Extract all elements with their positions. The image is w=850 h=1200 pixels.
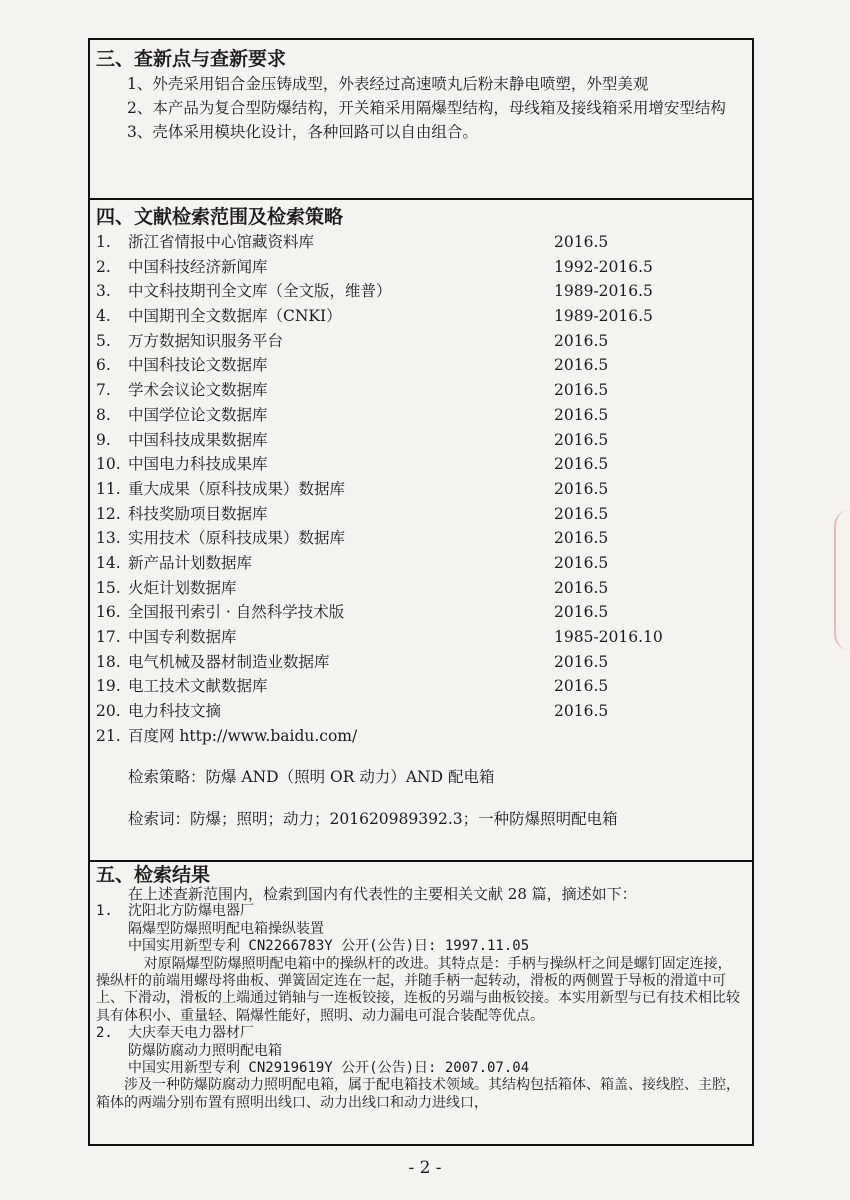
- database-row: [90, 625, 752, 650]
- database-num: 3.: [96, 282, 111, 301]
- database-name: 中国科技成果数据库: [128, 430, 268, 449]
- database-num: 2.: [96, 257, 111, 276]
- database-row: [90, 674, 752, 699]
- database-name: 中国期刊全文数据库（CNKI）: [128, 307, 342, 326]
- database-name: 电力科技文摘: [128, 702, 222, 721]
- database-num: 9.: [96, 430, 111, 449]
- database-range: 2016.5: [554, 677, 609, 696]
- database-range: 1989-2016.5: [554, 307, 653, 326]
- database-range: 2016.5: [554, 578, 609, 597]
- database-range: 2016.5: [554, 529, 609, 548]
- database-num: 5.: [96, 331, 111, 350]
- database-range: 2016.5: [554, 652, 609, 671]
- result-patent: 中国实用新型专利 CN2266783Y 公开(公告)日: 1997.11.05: [128, 938, 530, 955]
- database-range: 1989-2016.5: [554, 282, 653, 301]
- section-heading: 四、文献检索范围及检索策略: [96, 206, 344, 228]
- database-row: [90, 403, 752, 428]
- database-num: 15.: [96, 578, 121, 597]
- database-name: 电工技术文献数据库: [128, 677, 268, 696]
- page-number: - 2 -: [408, 1158, 442, 1178]
- database-range: 2016.5: [554, 553, 609, 572]
- database-row: [90, 526, 752, 551]
- database-row: [90, 329, 752, 354]
- database-name: 重大成果（原科技成果）数据库: [128, 479, 346, 498]
- database-row: [90, 255, 752, 280]
- database-num: 20.: [96, 702, 121, 721]
- database-row: [90, 650, 752, 675]
- novelty-point: 3、壳体采用模块化设计，各种回路可以自由组合。: [127, 123, 478, 141]
- database-range: 1992-2016.5: [554, 257, 653, 276]
- database-name: 中国学位论文数据库: [128, 405, 268, 424]
- result-abstract: 涉及一种防爆防腐动力照明配电箱，属于配电箱技术领域。其结构包括箱体、箱盖、接线腔、主腔，箱体的两端分别布置有照明出线口、动力出线口和动力进线口，: [96, 1077, 740, 1111]
- database-name: 中国科技经济新闻库: [128, 257, 268, 276]
- database-num: 17.: [96, 628, 121, 646]
- result-number: 1.: [96, 903, 113, 920]
- database-row: [90, 502, 752, 527]
- database-range: 2016.5: [554, 381, 609, 400]
- database-range: 2016.5: [554, 603, 609, 622]
- result-abstract: 对原隔爆型防爆照明配电箱中的操纵杆的改进。其特点是：手柄与操纵杆之间是螺钉固定连接，操纵杆的前端用螺母将曲板、弹簧固定连在一起，并随手柄一起转动，滑板的两侧置于导板的滑道中可上、下滑动，滑板的上端通过销轴与一连板铰接，连板的另端与曲板铰接。本实用新型与已有技术相比较具有体积小、重量轻、隔爆性能好，照明、动力漏电可混合装配等优点。: [96, 955, 740, 1024]
- red-seal-edge: [834, 510, 850, 650]
- result-title: 隔爆型防爆照明配电箱操纵装置: [128, 920, 324, 937]
- section-search-results: [90, 862, 752, 1144]
- search-strategy: 检索策略：防爆 AND（照明 OR 动力）AND 配电箱: [128, 768, 495, 787]
- database-row: [90, 551, 752, 576]
- database-num: 11.: [96, 479, 121, 498]
- database-row: [90, 428, 752, 453]
- database-num: 12.: [96, 504, 121, 523]
- section-heading: 五、检索结果: [96, 864, 211, 886]
- database-range: 2016.5: [554, 504, 609, 523]
- result-title: 防爆防腐动力照明配电箱: [128, 1042, 282, 1059]
- database-name: 新产品计划数据库: [128, 553, 253, 572]
- database-row: [90, 600, 752, 625]
- database-row: [90, 477, 752, 502]
- result-entry: [90, 1025, 752, 1112]
- database-name: 科技奖励项目数据库: [128, 504, 268, 523]
- database-num: 1.: [96, 233, 111, 251]
- database-num: 7.: [96, 381, 111, 400]
- database-range: 2016.5: [554, 702, 609, 721]
- database-range: 2016.5: [554, 405, 609, 424]
- database-num: 19.: [96, 677, 121, 696]
- database-num: 8.: [96, 405, 111, 424]
- section-heading: 三、查新点与查新要求: [96, 48, 287, 70]
- novelty-point: 1、外壳采用铝合金压铸成型，外表经过高速喷丸后粉末静电喷塑，外型美观: [127, 75, 649, 93]
- database-row: [90, 353, 752, 378]
- database-name: 中国专利数据库: [128, 628, 237, 646]
- database-name: 中文科技期刊全文库（全文版，维普）: [128, 282, 392, 301]
- result-number: 2.: [96, 1025, 113, 1042]
- database-range: 2016.5: [554, 331, 609, 350]
- database-num: 10.: [96, 455, 121, 474]
- database-num: 6.: [96, 356, 111, 375]
- database-row: [90, 576, 752, 601]
- database-row: [90, 230, 752, 255]
- database-num: 18.: [96, 652, 121, 671]
- database-num: 13.: [96, 529, 121, 548]
- database-row: [90, 279, 752, 304]
- document-frame: [88, 38, 754, 1146]
- database-row: [90, 724, 752, 749]
- database-num: 4.: [96, 307, 111, 326]
- database-range: 2016.5: [554, 430, 609, 449]
- database-name: 百度网 http://www.baidu.com/: [128, 726, 358, 745]
- database-name: 学术会议论文数据库: [128, 381, 268, 400]
- result-org: 2. 大庆奉天电力器材厂: [96, 1025, 254, 1042]
- database-num: 16.: [96, 603, 121, 622]
- database-num: 14.: [96, 553, 121, 572]
- database-num: 21.: [96, 726, 121, 745]
- database-row: [90, 304, 752, 329]
- database-name: 火炬计划数据库: [128, 578, 237, 597]
- database-name: 中国科技论文数据库: [128, 356, 268, 375]
- section-search-scope: [90, 200, 752, 862]
- database-name: 浙江省情报中心馆藏资料库: [128, 233, 315, 251]
- section-novelty-points: [90, 40, 752, 200]
- database-name: 万方数据知识服务平台: [128, 331, 284, 350]
- results-intro: 在上述查新范围内，检索到国内有代表性的主要相关文献 28 篇，摘述如下：: [128, 885, 637, 903]
- database-range: 2016.5: [554, 455, 609, 474]
- database-name: 中国电力科技成果库: [128, 455, 268, 474]
- database-range: 2016.5: [554, 233, 609, 251]
- result-entry: [90, 903, 752, 1025]
- novelty-point: 2、本产品为复合型防爆结构，开关箱采用隔爆型结构，母线箱及接线箱采用增安型结构: [127, 99, 726, 117]
- database-list: [90, 230, 752, 748]
- database-range: 2016.5: [554, 479, 609, 498]
- database-row: [90, 699, 752, 724]
- database-row: [90, 378, 752, 403]
- database-range: 2016.5: [554, 356, 609, 375]
- database-name: 全国报刊索引 · 自然科学技术版: [128, 603, 345, 622]
- result-org: 1. 沈阳北方防爆电器厂: [96, 903, 254, 920]
- search-keywords: 检索词：防爆；照明；动力；201620989392.3；一种防爆照明配电箱: [128, 810, 618, 829]
- database-name: 电气机械及器材制造业数据库: [128, 652, 330, 671]
- database-name: 实用技术（原科技成果）数据库: [128, 529, 346, 548]
- database-range: 1985-2016.10: [554, 628, 663, 646]
- result-patent: 中国实用新型专利 CN2919619Y 公开(公告)日: 2007.07.04: [128, 1060, 530, 1077]
- database-row: [90, 452, 752, 477]
